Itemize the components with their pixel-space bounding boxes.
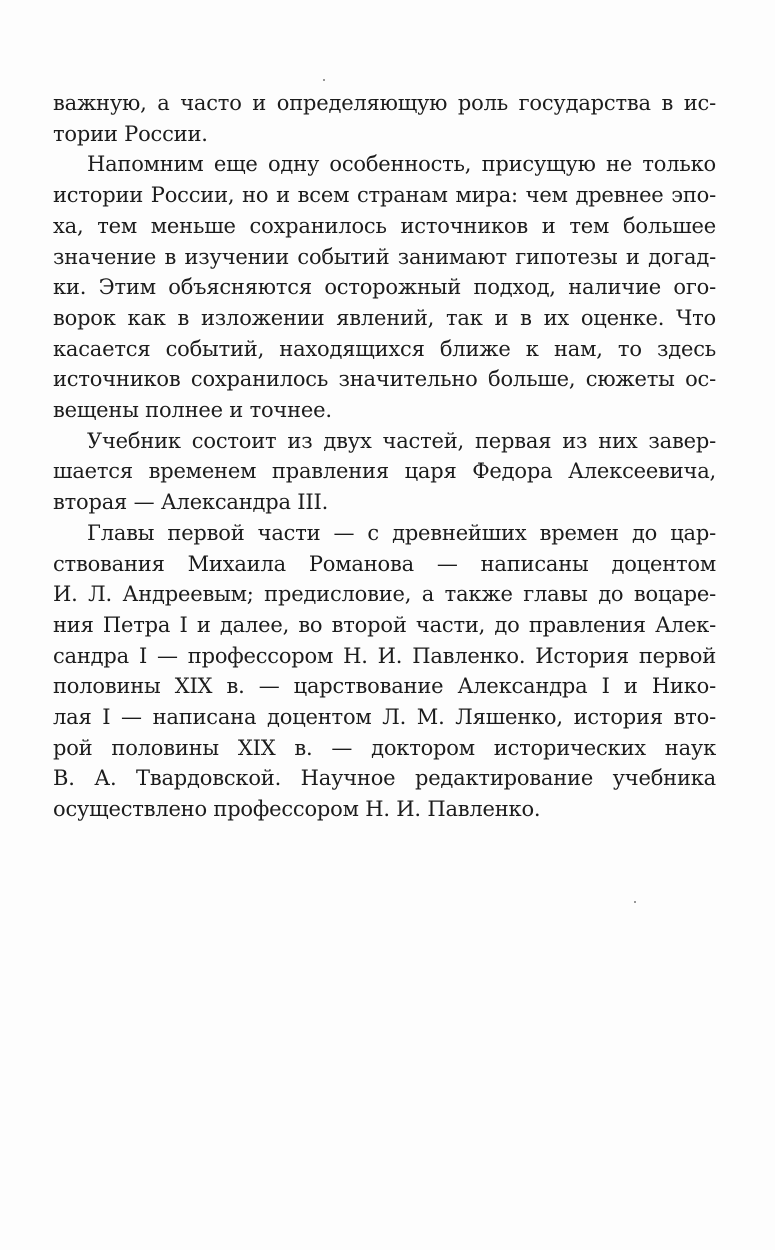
text-line: лая I — написана доцентом Л. М. Ляшенко, история вто- <box>53 705 716 730</box>
text-line: касается событий, находящихся ближе к нам, то здесь <box>53 336 716 361</box>
print-speck <box>634 901 636 903</box>
text-line: ствования Михаила Романова — написаны доцентом <box>53 551 716 576</box>
text-line: Напомним еще одну особенность, присущую не только <box>87 152 716 177</box>
text-line: важную, а часто и определяющую роль государства в ис- <box>53 91 716 115</box>
text-line: вторая — Александра III. <box>53 490 329 515</box>
text-line: ки. Этим объясняются осторожный подход, наличие ого- <box>53 275 716 300</box>
paragraph-2 <box>53 149 716 425</box>
text-line: В. А. Твардовской. Научное редактирование учебника <box>53 766 716 791</box>
text-line: рой половины XIX в. — доктором исторических наук <box>53 735 716 760</box>
text-line: истории России, но и всем странам мира: чем древнее эпо- <box>53 183 716 208</box>
text-line: Учебник состоит из двух частей, первая из них завер- <box>87 428 716 453</box>
text-line: И. Л. Андреевым; предисловие, а также главы до воцаре- <box>53 582 716 607</box>
paragraph-4 <box>53 518 716 825</box>
text-line: тории России. <box>53 121 208 146</box>
text-line: половины XIX в. — царствование Александра I и Нико- <box>53 674 716 699</box>
text-line: вещены полнее и точнее. <box>53 398 332 423</box>
print-speck <box>323 79 325 81</box>
text-line: ния Петра I и далее, во второй части, до правления Алек- <box>53 612 716 637</box>
text-line: Главы первой части — с древнейших времен до цар- <box>87 520 716 545</box>
text-line: ха, тем меньше сохранилось источников и тем большее <box>53 213 716 238</box>
paragraph-3 <box>53 426 716 518</box>
body-text <box>53 88 716 825</box>
paragraph-1 <box>53 88 716 149</box>
text-line: сандра I — профессором Н. И. Павленко. История первой <box>53 643 716 668</box>
text-line: значение в изучении событий занимают гипотезы и догад- <box>53 244 716 269</box>
text-line: шается временем правления царя Федора Алексеевича, <box>53 459 716 484</box>
text-line: осуществлено профессором Н. И. Павленко. <box>53 797 541 822</box>
text-line: ворок как в изложении явлений, так и в их оценке. Что <box>53 305 716 330</box>
text-line: источников сохранилось значительно больше, сюжеты ос- <box>53 367 716 392</box>
